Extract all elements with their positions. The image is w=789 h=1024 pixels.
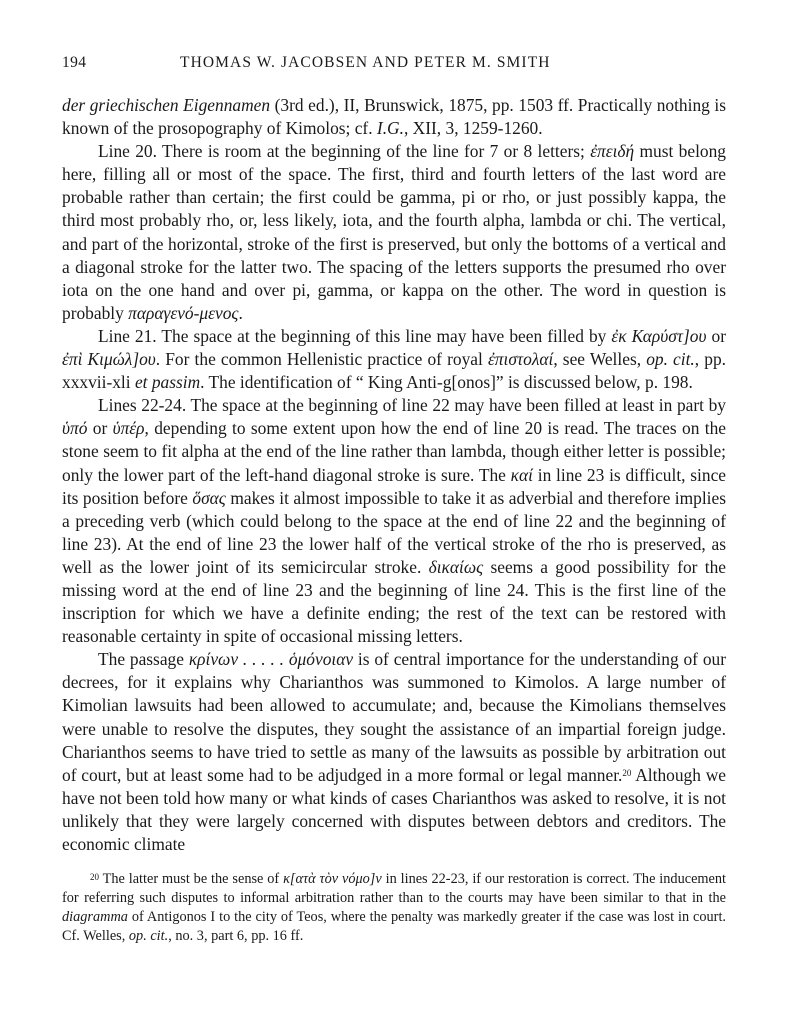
text-run: is of central importance for the understanding of our decrees, for it explains why Charianthos was summoned to Kimolos. A large number of Kimolian lawsuits had been allowed to accumulate; and, because the Kimolians themselves were unable to resolve the disputes, they sought the assistance of an impartial foreign judge. Charianthos seems to have tried to settle as many of the lawsuits as possible by arbitration out of court, but at least some had to be adjudged in a more formal or legal manner. bbox=[62, 649, 727, 785]
text-run: . For the common Hellenistic practice of royal bbox=[155, 349, 488, 370]
text-run: must belong here, filling all or most of the space. The first, third and fourth letters of the last word are probable rather than certain; the first could be gamma, pi or rho, or just possibly kappa, the third most probably rho, or, less likely, iota, and the fourth alpha, lambda or chi. The vertical, and part of the horizontal, stroke of the first is preserved, but only the bottoms of a vertical and a diagonal stroke for the latter two. The spacing of the letters supports the presumed rho over iota on the one hand and over pi, gamma, or kappa on the other. The word in question is probably bbox=[62, 141, 726, 323]
text-run: , see Welles, bbox=[553, 349, 647, 370]
text-run: or bbox=[706, 325, 726, 346]
italic-run: ὑπό bbox=[62, 418, 88, 439]
para-lines-22-24 bbox=[62, 394, 726, 648]
text-run: , depending to some extent upon how the end of line 20 is read. The traces on the stone seem to fit alpha at the end of the line rather than lambda, though either letter is possible; only the lower part of the left-hand diagonal stroke is sure. The bbox=[62, 418, 726, 485]
para-line-21 bbox=[62, 325, 726, 394]
italic-run: diagramma bbox=[62, 908, 128, 925]
page-number: 194 bbox=[62, 54, 87, 71]
text-run: The latter must be the sense of bbox=[99, 871, 284, 888]
text-run: or bbox=[87, 418, 113, 439]
italic-run: ὅσας bbox=[192, 487, 226, 508]
text-run: , XII, 3, 1259-1260. bbox=[403, 118, 543, 139]
text-run: in lines 22-23, if our restoration is correct. The inducement for referring such disputes to informal arbitration rather than to the courts may have been similar to that in the bbox=[62, 871, 727, 906]
text-run: Line 21. The space at the beginning of this line may have been filled by bbox=[98, 325, 612, 346]
italic-run: δικαίως bbox=[428, 556, 484, 577]
text-run: The passage bbox=[98, 649, 189, 670]
text-run: seems a good possibility for the missing word at the end of line 23 and the beginning of line 24. This is the first line of the inscription for which we have a definite ending; the rest of the text can be restored with reasonable certainty in spite of occasional missing letters. bbox=[62, 556, 726, 647]
italic-run: et passim bbox=[134, 372, 201, 393]
text-run: Lines 22-24. The space at the beginning of line 22 may have been filled at least in part by bbox=[98, 395, 726, 416]
footnotes bbox=[62, 870, 726, 946]
italic-run: ὑπέρ bbox=[112, 418, 145, 439]
text-run: (3rd ed.), II, Brunswick, 1875, pp. 1503 ff. Practically nothing is known of the prosopography of Kimolos; cf. bbox=[62, 95, 726, 139]
page-header bbox=[62, 54, 726, 94]
italic-run: καί bbox=[510, 464, 533, 485]
body-text bbox=[62, 94, 726, 856]
footnote-marker: 20 bbox=[622, 767, 632, 778]
italic-run: op. cit. bbox=[646, 349, 695, 370]
italic-run: I.G. bbox=[376, 118, 404, 139]
italic-run: ἐπειδή bbox=[590, 141, 635, 162]
italic-run: παραγενό-μενος bbox=[128, 302, 239, 323]
page bbox=[62, 54, 726, 946]
footnote-marker: 20 bbox=[90, 872, 99, 883]
text-run: in line 23 is difficult, since its position before bbox=[62, 464, 727, 508]
text-run: . bbox=[238, 302, 243, 323]
text-run: Although we have not been told how many or what kinds of cases Charianthos was asked to resolve, it is not unlikely that they were largely concerned with disputes between debtors and creditors. The economic climate bbox=[62, 764, 726, 854]
running-head: THOMAS W. JACOBSEN AND PETER M. SMITH bbox=[180, 54, 551, 71]
text-run: , no. 3, part 6, pp. 16 ff. bbox=[168, 927, 304, 944]
italic-run: κρίνων . . . . . ὁμόνοιαν bbox=[188, 649, 354, 670]
text-run: of Antigonos I to the city of Teos, where the penalty was markedly greater if the case was lost in court. Cf. Welles, bbox=[62, 908, 726, 944]
para-passage bbox=[62, 648, 726, 856]
italic-run: ἐπιστολαί bbox=[487, 349, 554, 370]
text-run: Line 20. There is room at the beginning of the line for 7 or 8 letters; bbox=[98, 141, 591, 162]
italic-run: ἐπὶ Κιμώλ]ου bbox=[62, 349, 156, 370]
text-run: . The identification of “ King Anti-g[onos]” is discussed below, p. 198. bbox=[200, 372, 693, 393]
para-continuation bbox=[62, 94, 726, 140]
italic-run: der griechischen Eigennamen bbox=[62, 95, 271, 115]
footnote-20 bbox=[62, 870, 726, 946]
text-run: , pp. xxxvii-xli bbox=[62, 349, 726, 393]
italic-run: op. cit. bbox=[128, 927, 169, 944]
para-line-20 bbox=[62, 140, 726, 325]
text-run: makes it almost impossible to take it as adverbial and therefore implies a preceding verb (which could belong to the space at the end of line 22 and the beginning of line 23). At the end of line 23 the lower half of the vertical stroke of the rho is preserved, as well as the lower joint of its semicircular stroke. bbox=[62, 487, 726, 577]
italic-run: ἐκ Καρύστ]ου bbox=[611, 325, 707, 346]
italic-run: κ[ατὰ τὸν νόμο]ν bbox=[283, 871, 382, 888]
